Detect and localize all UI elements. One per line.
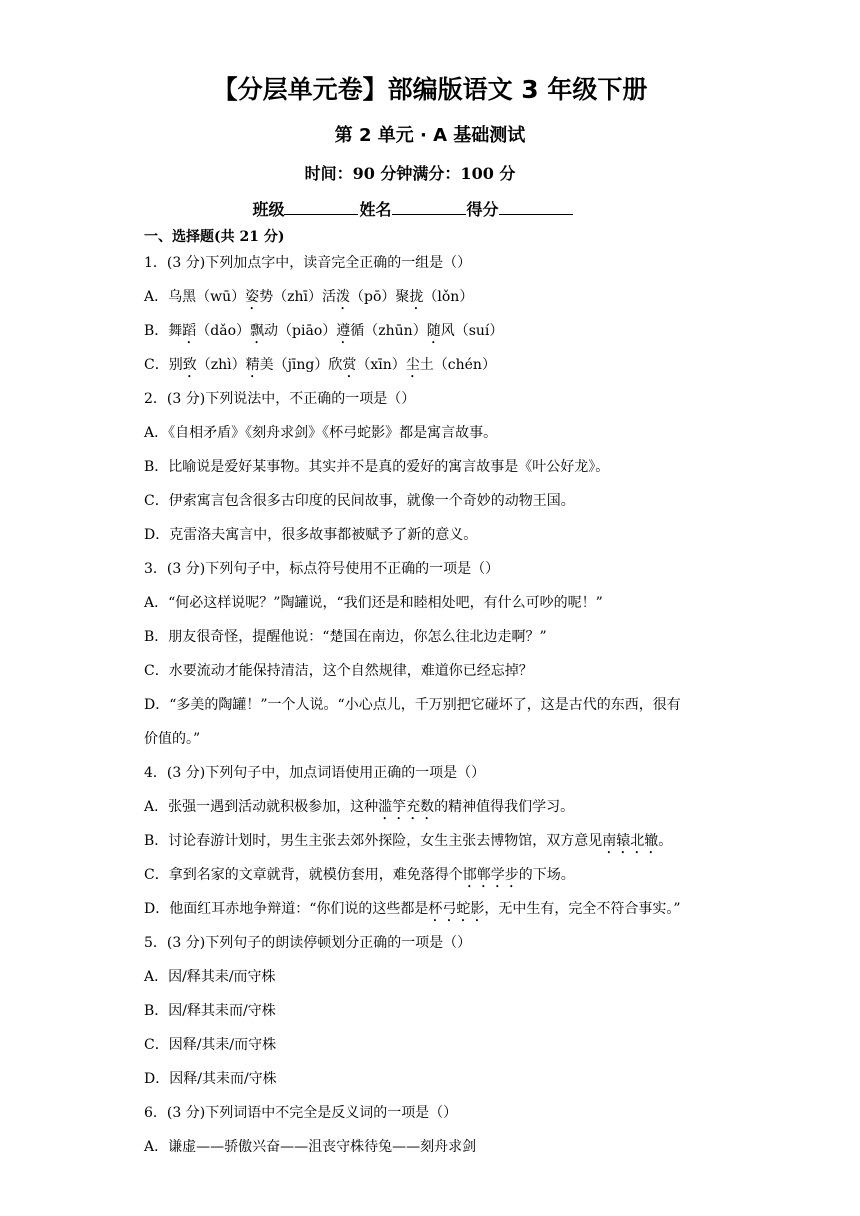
option-text: 黑（wū） [182,289,246,305]
score-label: 得分 [466,200,499,219]
dotted-phrase: 邯郸学步 [462,867,519,883]
option-letter: B． [144,833,169,849]
option-line [144,354,724,388]
option-text: （zhì） [196,357,246,373]
page-title: 【分层单元卷】部编版语文 3 年级下册 [212,75,648,104]
question-stem: 4．(3 分)下列句子中，加点词语使用正确的一项是（） [144,765,486,781]
class-blank[interactable] [284,200,358,215]
option-text: 克雷洛夫寓言中，很多故事都被赋予了新的意义。 [169,527,478,543]
option-text: 比喻说是爱好某事物。其实并不是真的爱好的寓言故事是《叶公好龙》。 [168,459,610,475]
option-line [144,1136,724,1170]
option-letter: A． [144,595,169,611]
option-letter: C． [144,493,169,509]
option-line [144,626,724,660]
option-letter: C． [144,1037,169,1053]
option-letter: B． [144,323,169,339]
dotted-phrase: 南辕北辙 [602,833,659,849]
option-line [144,864,724,898]
option-letter: D． [144,527,170,543]
question-list [144,252,724,1170]
dotted-char: 蹈 [182,323,197,339]
option-letter: A． [144,289,169,305]
option-line [144,796,724,830]
option-letter: C． [144,663,169,679]
question-stem: 6．(3 分)下列词语中不完全是反义词的一项是（） [144,1105,458,1121]
option-letter: D． [144,901,170,917]
class-label: 班级 [252,200,285,219]
option-text: （xīn） [356,357,406,373]
option-line [144,660,724,694]
option-text: 土（chén） [419,357,496,373]
question-stem: 1．(3 分)下列加点字中，读音完全正确的一组是（） [144,255,472,271]
name-label: 姓名 [359,200,392,219]
dotted-char: 姿 [245,289,260,305]
option-text: 因/释其耒/而守株 [168,969,276,985]
option-letter: A． [144,425,169,441]
dotted-phrase: 滥竽充数 [378,799,435,815]
dotted-char: 尘 [405,357,420,373]
option-line [144,898,724,932]
option-text: 伊索寓言包含很多古印度的民间故事，就像一个奇妙的动物王国。 [168,493,575,509]
option-text: “多美的陶罐！”一个人说。“小心点儿，千万别把它碰坏了，这是古代的东西，很有 [169,697,681,713]
option-text: 《自相矛盾》《刻舟求剑》《杯弓蛇影》都是寓言故事。 [168,425,498,441]
option-text: 拿到名家的文章就背，就模仿套用，难免落得个 [168,867,463,883]
option-letter: D． [144,697,170,713]
option-text: 朋友很奇怪，提醒他说：“楚国在南边，你怎么往北边走啊？” [168,629,547,645]
option-text: （lǒn） [423,289,474,305]
option-text: 势（zhī）活 [259,289,336,305]
option-letter: A． [144,799,169,815]
section-title: 一、选择题(共 21 分) [144,229,285,245]
option-text: （pō）聚 [350,289,410,305]
option-text: ，无中生有，完全不符合事实。” [484,901,681,917]
option-letter: A． [144,1139,169,1155]
dotted-char: 拢 [409,289,424,305]
option-letter: B． [144,459,169,475]
question-stem: 3．(3 分)下列句子中，标点符号使用不正确的一项是（） [144,561,500,577]
option-line [144,286,724,320]
option-letter: B． [144,1003,169,1019]
name-blank[interactable] [392,200,466,215]
option-text: 舞 [168,323,183,339]
option-text: 。 [658,833,673,849]
student-info-line [0,197,826,220]
option-text: 美（jīng）欣 [259,357,343,373]
option-text: 的精神值得我们学习。 [434,799,575,815]
unit-subtitle: 第 2 单元 · A 基础测试 [334,125,526,146]
option-text: 乌 [168,289,183,305]
option-text: （dǎo） [196,323,251,339]
option-line [144,1068,724,1102]
dotted-char: 飘 [250,323,265,339]
option-text: 循（zhūn） [350,323,427,339]
score-blank[interactable] [499,200,573,215]
dotted-phrase: 杯弓蛇影 [428,901,485,917]
option-line [144,524,724,558]
option-line [144,1034,724,1068]
option-line [144,966,724,1000]
question-stem: 2．(3 分)下列说法中，不正确的一项是（） [144,391,416,407]
option-letter: D． [144,1071,170,1087]
dotted-char: 随 [426,323,441,339]
dotted-char: 致 [182,357,197,373]
option-text: 的下场。 [518,867,575,883]
option-letter: C． [144,867,169,883]
option-line [144,456,724,490]
option-line [144,694,724,728]
option-text: 风（suí） [440,323,504,339]
option-text: 动（piāo） [264,323,337,339]
option-text: 水要流动才能保持清洁，这个自然规律，难道你已经忘掉？ [168,663,533,679]
option-letter: C． [144,357,169,373]
option-letter: B． [144,629,169,645]
question-stem: 5．(3 分)下列句子的朗读停顿划分正确的一项是（） [144,935,472,951]
time-score-line: 时间：90 分钟满分：100 分 [304,164,516,183]
option-text: 讨论春游计划时，男生主张去郊外探险，女生主张去博物馆，双方意见 [168,833,603,849]
option-text: “何必这样说呢？”陶罐说，“我们还是和睦相处吧，有什么可吵的呢！” [168,595,603,611]
option-line [144,422,724,456]
option-line [144,830,724,864]
option-text: 谦虚——骄傲兴奋——沮丧守株待兔——刻舟求剑 [168,1139,477,1155]
option-line [144,592,724,626]
option-text: 他面红耳赤地争辩道：“你们说的这些都是 [169,901,429,917]
option-text: 因释/其耒/而守株 [168,1037,277,1053]
option-text: 别 [168,357,183,373]
option-line [144,490,724,524]
option-text: 张强一遇到活动就积极参加，这种 [168,799,379,815]
option-continuation: 价值的。” [144,731,201,747]
option-text: 因/释其耒而/守株 [168,1003,276,1019]
dotted-char: 遵 [336,323,351,339]
dotted-char: 泼 [336,289,350,305]
dotted-char: 精 [245,357,260,373]
option-text: 因释/其耒而/守株 [169,1071,277,1087]
option-line [144,1000,724,1034]
option-line [144,320,724,354]
dotted-char: 赏 [342,357,357,373]
option-letter: A． [144,969,169,985]
